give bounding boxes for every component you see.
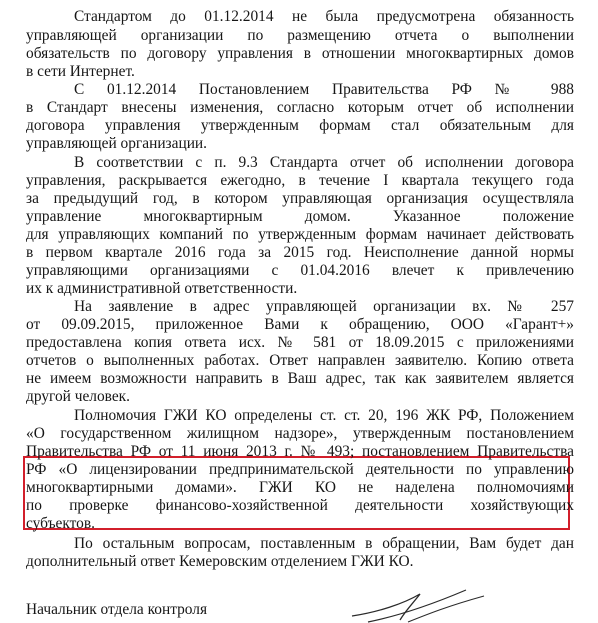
text-line: по проверке финансово-хозяйственной деятельности хозяйствующих bbox=[26, 497, 574, 514]
text-line: управляющими организациями с 01.04.2016 влечет к привлечению bbox=[26, 262, 574, 279]
text-line: обязательств по договору управления в отношении многоквартирных домов bbox=[26, 45, 574, 62]
text-line: Стандартом до 01.12.2014 не была предусмотрена обязанность bbox=[74, 8, 574, 25]
text-line: управления, раскрывается ежегодно, в течение I квартала текущего года bbox=[26, 172, 574, 189]
text-line: многоквартирными домами». ГЖИ КО не наделена полномочиями bbox=[26, 479, 574, 496]
text-line: предоставлена копия ответа исх. № 581 от 18.09.2015 с приложениями bbox=[26, 334, 574, 351]
text-line: Полномочия ГЖИ КО определены ст. ст. 20, 196 ЖК РФ, Положением bbox=[74, 407, 574, 424]
text-line: По остальным вопросам, поставленным в обращении, Вам будет дан bbox=[74, 535, 574, 552]
text-line: управление многоквартирным домом. Указанное положение bbox=[26, 208, 574, 225]
text-line: На заявление в адрес управляющей организации вх. № 257 bbox=[74, 298, 574, 315]
text-line: в сети Интернет. bbox=[26, 63, 135, 80]
text-line: для управляющих компаний по утвержденным формам начинает действовать bbox=[26, 226, 574, 243]
text-line: другой человек. bbox=[26, 388, 131, 405]
text-line: в Стандарт внесены изменения, согласно которым отчет об исполнении bbox=[26, 99, 574, 116]
text-line: от 09.09.2015, приложенное Вами к обращению, ООО «Гарант+» bbox=[26, 316, 574, 333]
text-line: их к административной ответственности. bbox=[26, 280, 298, 297]
text-line: дополнительный ответ Кемеровским отделением ГЖИ КО. bbox=[26, 553, 414, 570]
text-line: С 01.12.2014 Постановлением Правительства РФ № 988 bbox=[74, 81, 574, 98]
text-line: управляющей организации по размещению отчета о выполнении bbox=[26, 27, 574, 44]
text-line: отчетов о выполненных работах. Ответ направлен заявителю. Копию ответа bbox=[26, 352, 574, 369]
text-line: за предыдущий год, в котором управляющая организация осуществляла bbox=[26, 190, 574, 207]
text-line: «О государственном жилищном надзоре», утвержденным постановлением bbox=[26, 425, 574, 442]
text-line: В соответствии с п. 9.3 Стандарта отчет об исполнении договора bbox=[74, 154, 574, 171]
text-line: Правительства РФ от 11 июня 2013 г. № 493; постановлением Правительства bbox=[26, 443, 574, 460]
text-line: РФ «О лицензировании предпринимательской деятельности по управлению bbox=[26, 461, 574, 478]
signature-title: Начальник отдела контроля bbox=[26, 601, 208, 618]
text-line: договора управления утвержденным формам стал обязательным для bbox=[26, 117, 574, 134]
text-line: субъектов. bbox=[26, 515, 95, 532]
signature-icon bbox=[348, 586, 488, 623]
text-line: не имеем возможности направить в Ваш адрес, так как заявителем является bbox=[26, 370, 574, 387]
text-line: в первом квартале 2016 года за 2015 год. Неисполнение данной нормы bbox=[26, 244, 574, 261]
text-line: управляющей организации. bbox=[26, 135, 208, 152]
